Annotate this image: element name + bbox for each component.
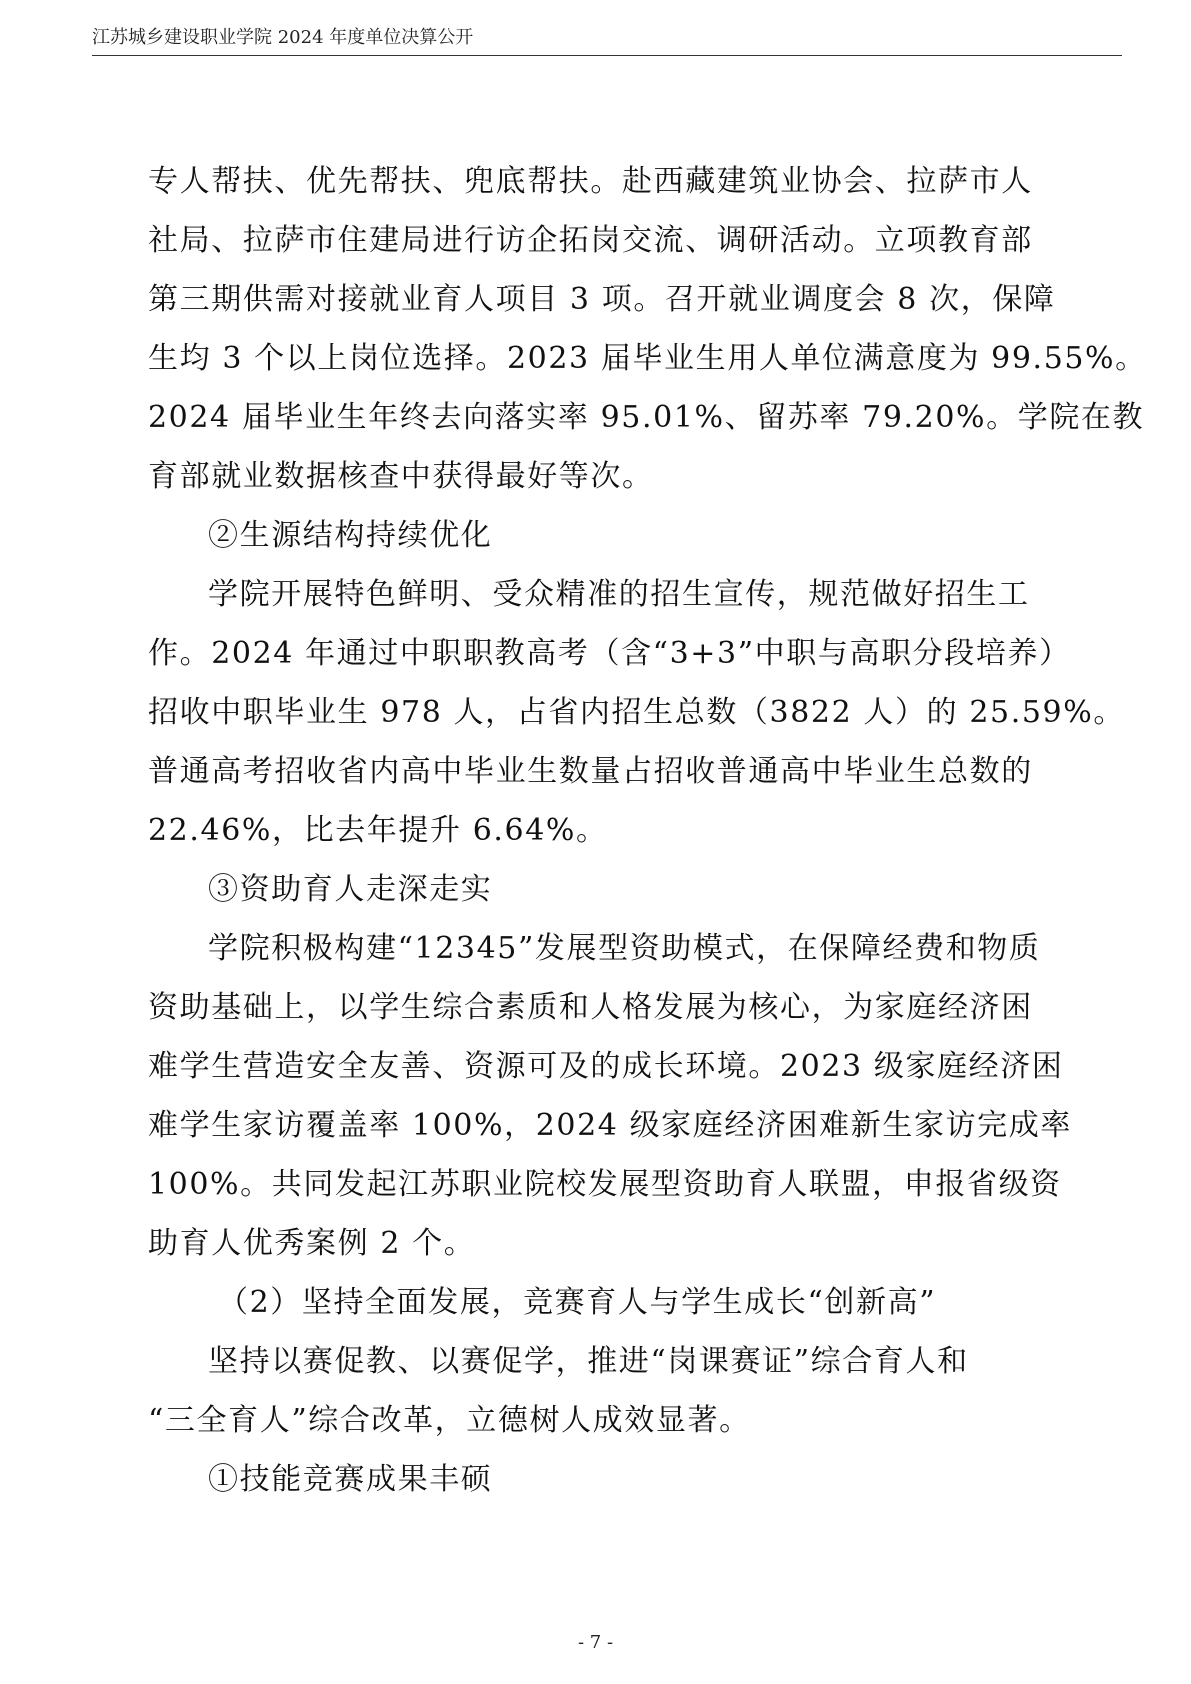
text-line: 资助基础上，以学生综合素质和人格发展为核心，为家庭经济困	[148, 990, 1033, 1025]
header-divider	[92, 55, 1122, 56]
text-line: 作。2024 年通过中职职教高考（含“3+3”中职与高职分段培养）	[148, 636, 1071, 671]
page-header-title: 江苏城乡建设职业学院 2024 年度单位决算公开	[92, 27, 474, 48]
text-line: 学院开展特色鲜明、受众精准的招生宣传，规范做好招生工	[208, 577, 1030, 612]
text-line: 专人帮扶、优先帮扶、兜底帮扶。赴西藏建筑业协会、拉萨市人	[148, 164, 1033, 199]
text-line: ③资助育人走深走实	[208, 872, 493, 907]
text-line: 招收中职毕业生 978 人，占省内招生总数（3822 人）的 25.59%。	[148, 695, 1125, 730]
text-line: 普通高考招收省内高中毕业生数量占招收普通高中毕业生总数的	[148, 754, 1033, 789]
text-line: 社局、拉萨市住建局进行访企拓岗交流、调研活动。立项教育部	[148, 223, 1033, 258]
text-line: 育部就业数据核查中获得最好等次。	[148, 459, 654, 494]
text-line: 第三期供需对接就业育人项目 3 项。召开就业调度会 8 次，保障	[148, 282, 1056, 317]
text-line: 22.46%，比去年提升 6.64%。	[148, 813, 608, 848]
text-line: 2024 届毕业生年终去向落实率 95.01%、留苏率 79.20%。学院在教	[148, 400, 1145, 435]
document-body	[148, 152, 1147, 1509]
page-number: - 7 -	[577, 1632, 614, 1653]
text-line: 助育人优秀案例 2 个。	[148, 1226, 476, 1261]
text-line: 难学生营造安全友善、资源可及的成长环境。2023 级家庭经济困	[148, 1049, 1064, 1084]
text-line: ②生源结构持续优化	[208, 518, 493, 553]
text-line: 坚持以赛促教、以赛促学，推进“岗课赛证”综合育人和	[208, 1344, 969, 1379]
text-line: 生均 3 个以上岗位选择。2023 届毕业生用人单位满意度为 99.55%。	[148, 341, 1147, 376]
text-line: （2）坚持全面发展，竞赛育人与学生成长“创新高”	[218, 1285, 937, 1320]
text-line: 100%。共同发起江苏职业院校发展型资助育人联盟，申报省级资	[148, 1167, 1062, 1202]
text-line: 学院积极构建“12345”发展型资助模式，在保障经费和物质	[208, 931, 1041, 966]
text-line: “三全育人”综合改革，立德树人成效显著。	[148, 1403, 751, 1438]
text-line: ①技能竞赛成果丰硕	[208, 1462, 493, 1497]
text-line: 难学生家访覆盖率 100%，2024 级家庭经济困难新生家访完成率	[148, 1108, 1072, 1143]
